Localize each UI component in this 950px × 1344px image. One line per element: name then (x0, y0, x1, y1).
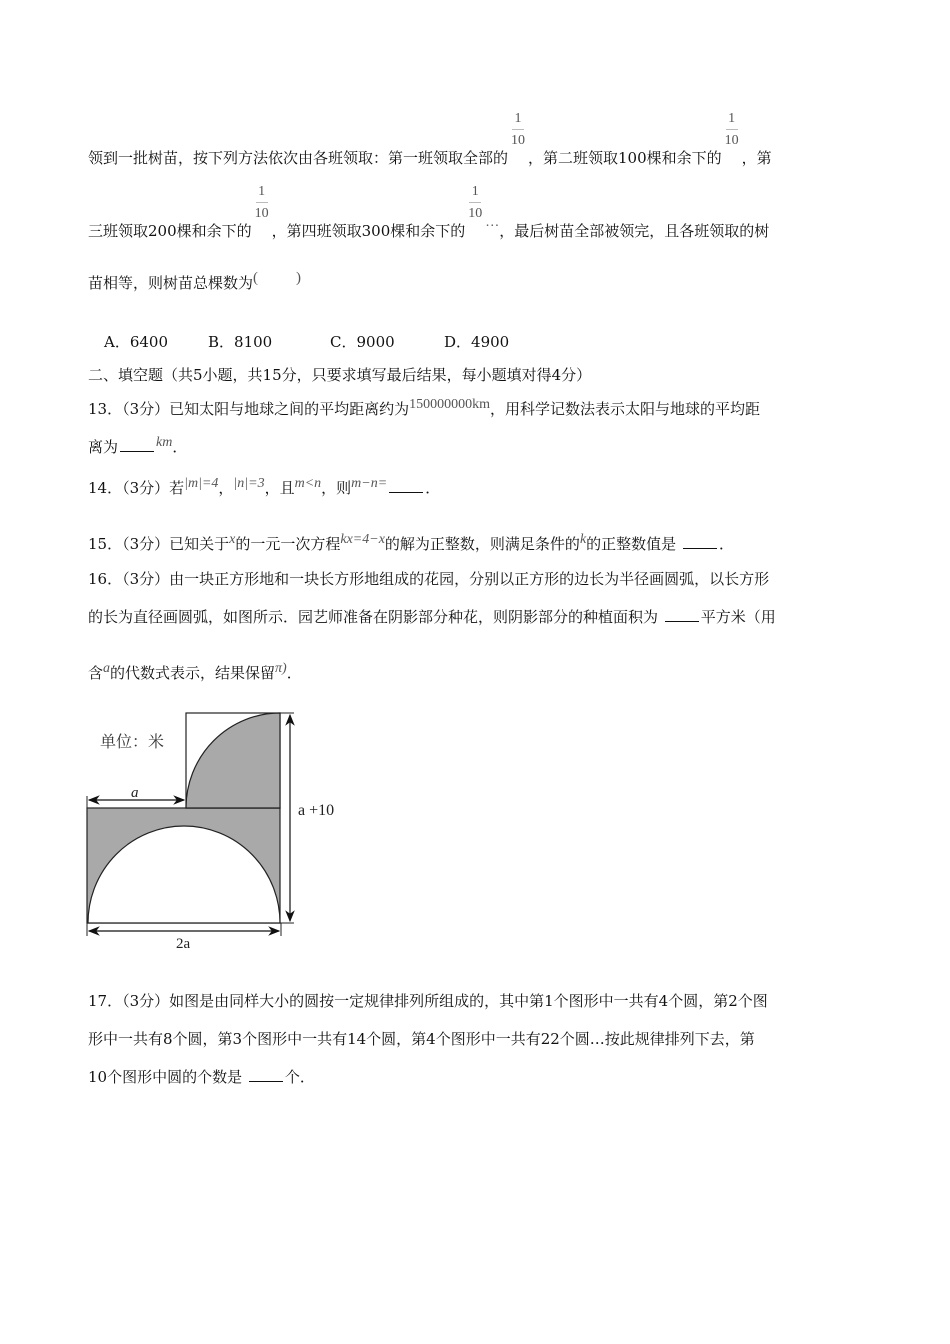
option-a: A．6400 (104, 333, 169, 351)
section-2-heading: 二、填空题（共5小题，共15分，只要求填写最后结果，每小题填对得4分） (88, 366, 592, 384)
text: 10个图形中圆的个数是 (88, 1068, 243, 1086)
text: ． (718, 535, 734, 553)
text: 13．（3分）已知太阳与地球之间的平均距离约为 (88, 400, 410, 418)
text: ，最后树苗全部被领完，且各班领取的树 (499, 222, 770, 240)
text: ． (172, 438, 188, 456)
numerator: 1 (471, 184, 479, 199)
text: 含 (88, 664, 104, 682)
math-unit: km (156, 435, 173, 450)
text: ，则 (321, 479, 352, 497)
text: 的代数式表示，结果保留 (110, 664, 276, 682)
unit-label: 单位：米 (100, 734, 165, 751)
text: 领到一批树苗，按下列方法依次由各班领取：第一班领取全部的 (88, 149, 509, 167)
denominator: 10 (724, 133, 739, 148)
denominator: 10 (511, 133, 526, 148)
text: 个． (284, 1068, 315, 1086)
math-equation: kx=4−x (340, 532, 385, 547)
text: ，用科学记数法表示太阳与地球的平均距 (490, 400, 761, 418)
text: 三班领取200棵和余下的 (88, 222, 252, 240)
math-distance: 150000000km (409, 397, 491, 412)
text: ，第 (741, 149, 772, 167)
text: 的长为直径画圆弧，如图所示．园艺师准备在阴影部分种花，则阴影部分的种植面积为 (88, 608, 659, 626)
label-a-plus-10: a +10 (298, 802, 335, 819)
math: |n|=3 (233, 476, 265, 491)
label-2a: 2a (176, 936, 191, 952)
answer-paren-close: ) (296, 270, 302, 286)
option-c: C．9000 (330, 333, 395, 351)
text: 平方米（用 (700, 608, 776, 626)
text: ，且 (264, 479, 295, 497)
text: ． (286, 664, 302, 682)
math: x (229, 532, 236, 547)
text: 的一元一次方程 (235, 535, 341, 553)
q17-line-1: 17．（3分）如图是由同样大小的圆按一定规律排列所组成的，其中第1个图形中一共有4个圆，第2个图 (88, 992, 768, 1010)
text: ． (425, 479, 441, 497)
text: 15．（3分）已知关于 (88, 535, 230, 553)
text: 苗相等，则树苗总棵数为 (88, 274, 254, 292)
denominator: 10 (468, 206, 483, 221)
answer-paren-open: ( (253, 270, 259, 286)
ellipsis: … (485, 215, 500, 230)
numerator: 1 (728, 111, 736, 126)
text: ，第四班领取300棵和余下的 (271, 222, 466, 240)
text: ， (218, 479, 234, 497)
text: 的正整数值是 (586, 535, 677, 553)
math-pi: π) (275, 661, 287, 676)
option-d: D．4900 (444, 333, 510, 351)
option-b: B．8100 (208, 333, 273, 351)
math: k (579, 532, 587, 547)
text: 的解为正整数，则满足条件的 (384, 535, 580, 553)
numerator: 1 (514, 111, 522, 126)
answer-blank (249, 1067, 283, 1082)
math: m<n (294, 476, 322, 491)
q17-line-3 (88, 1067, 315, 1087)
math: a (103, 661, 111, 676)
label-a: a (131, 785, 139, 801)
q17-line-2: 形中一共有8个圆，第3个图形中一共有14个圆，第4个图形中一共有22个圆…按此规律排列下去，第 (88, 1030, 755, 1048)
math: m−n= (351, 476, 388, 491)
text: 离为 (88, 438, 119, 456)
numerator: 1 (258, 184, 266, 199)
math: |m|=4 (184, 476, 219, 491)
denominator: 10 (254, 206, 269, 221)
text: 14．（3分）若 (88, 479, 185, 497)
q16-line-1: 16．（3分）由一块正方形地和一块长方形地组成的花园，分别以正方形的边长为半径画圆弧，以长方形 (88, 570, 770, 588)
text: ，第二班领取100棵和余下的 (528, 149, 722, 167)
